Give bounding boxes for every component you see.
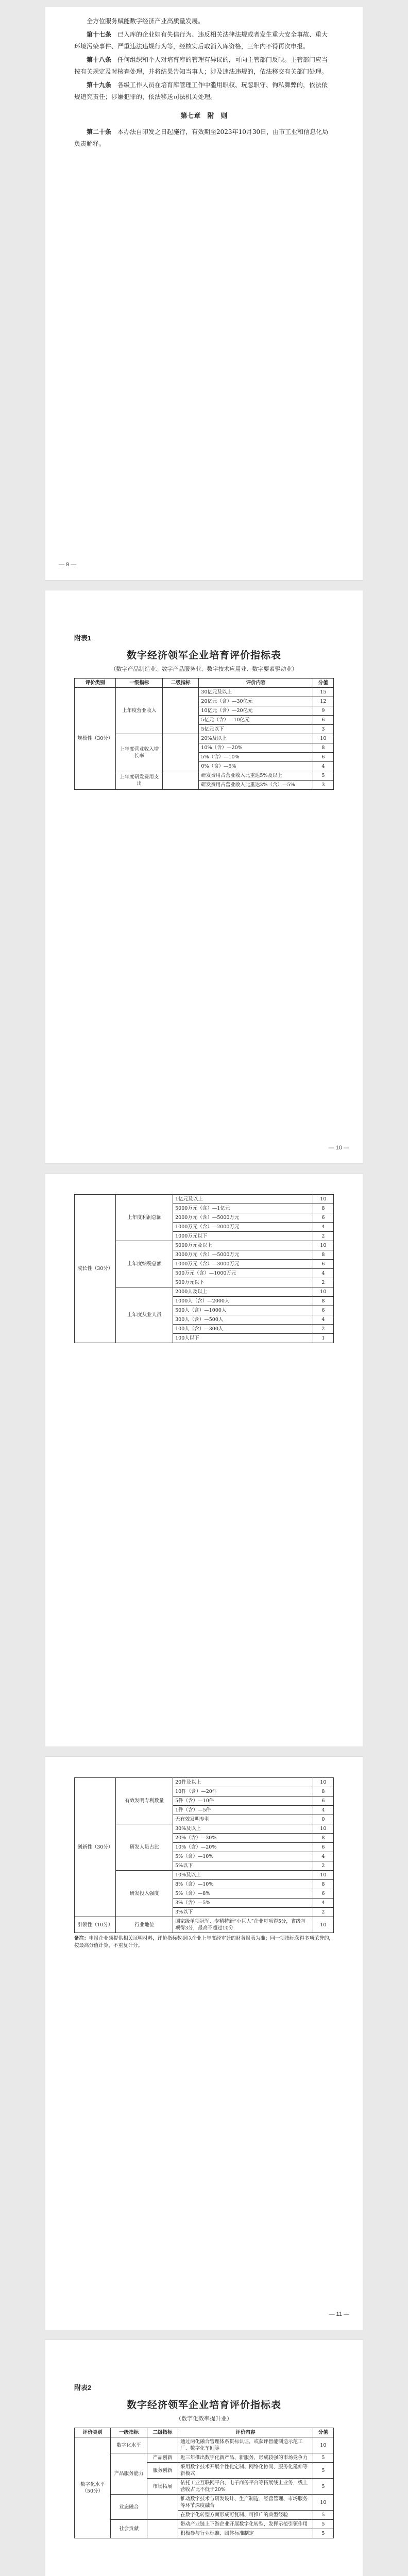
table-row (75, 1917, 334, 1933)
article-text: 本办法自印发之日起施行，有效期至2023年10月30日，由市工业和信息化局负责解释。 (74, 128, 329, 147)
score-cell: 5 (313, 2479, 333, 2495)
evaluation-table-1c (74, 1777, 334, 1933)
note-label: 备注： (74, 1936, 89, 1941)
document-page-2 (45, 590, 363, 1163)
content-cell: 3%（含）—5% (173, 1899, 313, 1908)
evaluation-table-1b (74, 1194, 334, 1343)
annex-subtitle: （数字化效率提升业） (176, 2415, 232, 2422)
level2-cell (163, 734, 199, 771)
content-cell: 0%（含）—5% (199, 762, 313, 771)
score-cell: 10 (313, 1778, 333, 1787)
content-cell: 20%（含）—30% (173, 1834, 313, 1843)
article-paragraph (74, 15, 334, 27)
score-cell: 4 (313, 1806, 333, 1815)
article-paragraphs (74, 15, 334, 103)
table-row (75, 1778, 334, 1787)
annex-subtitle: （数字产品制造业、数字产品服务业、数字技术应用业、数字要素驱动业） (110, 666, 298, 672)
column-header: 一级指标 (116, 679, 163, 688)
content-cell: 5%以下 (173, 1861, 313, 1871)
score-cell: 6 (313, 716, 333, 725)
content-cell: 1000万元（含）—3000万元 (173, 1260, 313, 1269)
content-cell: 3%以下 (173, 1908, 313, 1917)
score-cell: 2 (313, 1325, 333, 1334)
score-cell: 10 (313, 1824, 333, 1834)
level1-cell: 上年度纳税总额 (116, 1241, 173, 1287)
score-cell: 4 (313, 762, 333, 771)
score-cell: 8 (313, 1297, 333, 1306)
content-cell: 近三年推出数字化新产品、新服务，形成较强的市场竞争力 (178, 2453, 313, 2463)
level1-cell: 上年度研发费用支出 (116, 771, 163, 790)
content-cell: 3000万元（含）—5000万元 (173, 1250, 313, 1260)
annex-label: 附表2 (74, 2384, 92, 2392)
category-cell: 引领性（10分） (75, 1917, 116, 1933)
score-cell: 6 (313, 1260, 333, 1269)
score-cell: 10 (313, 1287, 333, 1297)
score-cell: 10 (313, 1917, 333, 1933)
article-text: 任何组织和个人对培育库的管理有异议的，可向主管部门反映。主管部门应当按有关规定及时核查处理，并将结果告知当事人；涉及违法违规的，依法移交有关部门处理。 (74, 56, 328, 75)
score-cell: 4 (313, 1223, 333, 1232)
category-cell: 成长性（30分） (75, 1195, 116, 1343)
score-cell: 5 (313, 2520, 333, 2529)
score-cell: 6 (313, 1843, 333, 1852)
score-cell: 4 (313, 1315, 333, 1325)
evaluation-table-2a (74, 2428, 334, 2538)
score-cell: 10 (313, 2495, 333, 2511)
score-cell: 6 (313, 1889, 333, 1899)
content-cell: 30亿元及以上 (199, 688, 313, 697)
content-cell: 500人（含）—1000人 (173, 1306, 313, 1315)
score-cell: 8 (313, 1787, 333, 1797)
level2-cell (147, 2437, 178, 2453)
score-cell: 5 (313, 2511, 333, 2520)
content-cell: 1000人（含）—2000人 (173, 1297, 313, 1306)
score-cell: 5 (313, 2453, 333, 2463)
content-cell: 推动数字技术与研发设计、生产制造、经营管理、市场服务等环节深度融合 (178, 2495, 313, 2511)
article-text: 各级工作人员在培育库管理工作中滥用职权、玩忽职守、徇私舞弊的，依法依规追究责任；涉嫌犯罪的，依法移送司法机关处理。 (74, 81, 328, 100)
score-cell: 8 (313, 1880, 333, 1889)
score-cell: 0 (313, 1815, 333, 1824)
level1-cell: 业态融合 (111, 2495, 147, 2520)
content-cell: 8%（含）—10% (173, 1880, 313, 1889)
content-cell: 国家级单项冠军、专精特新“小巨人”企业每项得5分，省级每项得3分，最高不超过10分 (173, 1917, 313, 1933)
level1-cell: 数字化水平 (111, 2437, 147, 2453)
score-cell: 1 (313, 1334, 333, 1343)
column-header: 二级指标 (147, 2428, 178, 2437)
article-number: 第十七条 (87, 31, 112, 38)
content-cell: 20亿元（含）—30亿元 (199, 697, 313, 706)
score-cell: 8 (313, 1204, 333, 1213)
score-cell: 10 (313, 734, 333, 743)
table-row (75, 688, 334, 697)
article-text: 全方位服务赋能数字经济产业高质量发展。 (87, 18, 205, 25)
level1-cell: 上年度利润总额 (116, 1195, 173, 1241)
content-cell: 1亿元及以上 (173, 1195, 313, 1204)
score-cell: 4 (313, 1269, 333, 1278)
content-cell: 带动产业链上下游企业开展数字化转型，发挥示范引领作用 (178, 2520, 313, 2529)
category-cell: 规模性（30分） (75, 688, 116, 790)
document-page-5 (45, 2340, 363, 2576)
level2-cell (147, 2520, 178, 2538)
level1-cell: 上年度营业收入增长率 (116, 734, 163, 771)
table-row (75, 2437, 334, 2453)
score-cell: 10 (313, 2437, 333, 2453)
score-cell: 4 (313, 1852, 333, 1861)
score-cell: 15 (313, 688, 333, 697)
level1-cell: 研发投入强度 (116, 1871, 173, 1917)
content-cell: 研发费用占营业收入比重达5%及以上 (199, 771, 313, 781)
score-cell: 2 (313, 1278, 333, 1287)
article-paragraph (74, 79, 334, 103)
score-cell: 5 (313, 2463, 333, 2479)
content-cell: 10亿元（含）—20亿元 (199, 706, 313, 716)
content-cell: 100人以下 (173, 1334, 313, 1343)
score-cell: 4 (313, 1899, 333, 1908)
category-cell: 数字化水平（50分） (75, 2437, 111, 2538)
content-cell: 1000万元以下 (173, 1232, 313, 1241)
level2-cell (163, 771, 199, 790)
closing-article (74, 126, 334, 150)
content-cell: 2000万元（含）—5000万元 (173, 1213, 313, 1223)
content-cell: 5%（含）—8% (173, 1889, 313, 1899)
level2-cell: 市场拓展 (147, 2479, 178, 2495)
note-text: 申报企业须提供相关证明材料，评价指标数据以企业上年度经审计的财务报表为准；同一项指标获得多项荣誉的，按最高分值计算，不重复计分。 (74, 1936, 334, 1948)
score-cell: 9 (313, 706, 333, 716)
content-cell: 5%（含）—10% (199, 753, 313, 762)
column-header: 分值 (313, 2428, 333, 2437)
content-cell: 5亿元（含）—10亿元 (199, 716, 313, 725)
content-cell: 在数字化转型方面形成可复制、可推广的典型经验 (178, 2511, 313, 2520)
content-cell: 1件（含）—5件 (173, 1806, 313, 1815)
document-page-1 (45, 7, 363, 580)
annex-title: 数字经济领军企业培育评价指标表 (126, 2400, 281, 2411)
content-cell: 通过两化融合管理体系贯标认证，或获评智能制造示范工厂、数字化车间等 (178, 2437, 313, 2453)
score-cell: 10 (313, 1241, 333, 1250)
score-cell: 12 (313, 697, 333, 706)
content-cell: 300人（含）—500人 (173, 1315, 313, 1325)
score-cell: 6 (313, 1797, 333, 1806)
table-row (75, 2520, 334, 2529)
content-cell: 10%（含）—20% (173, 1843, 313, 1852)
table-note (74, 1935, 334, 1950)
content-cell: 500万元以下 (173, 1278, 313, 1287)
annex-label: 附表1 (74, 634, 92, 642)
score-cell: 8 (313, 1250, 333, 1260)
score-cell: 6 (313, 1213, 333, 1223)
content-cell: 5亿元以下 (199, 725, 313, 734)
level1-cell: 上年度营业收入 (116, 688, 163, 734)
score-cell: 10 (313, 1871, 333, 1880)
score-cell: 5 (313, 2529, 333, 2538)
content-cell: 无有效发明专利 (173, 1815, 313, 1824)
document-page-3 (45, 1174, 363, 1747)
content-cell: 5000万元及以上 (173, 1241, 313, 1250)
document-page-4 (45, 1757, 363, 2330)
evaluation-table-1a (74, 678, 334, 790)
level2-cell: 产品创新 (147, 2453, 178, 2463)
score-cell: 2 (313, 1232, 333, 1241)
chapter-heading: 第七章 附 则 (180, 112, 228, 120)
article-number: 第十九条 (87, 81, 112, 89)
column-header: 评价类别 (75, 679, 116, 688)
page-number: — 9 — (59, 562, 77, 568)
score-cell: 8 (313, 743, 333, 753)
content-cell: 1000万元（含）—2000万元 (173, 1223, 313, 1232)
content-cell: 研发费用占营业收入比重达3%（含）—5% (199, 781, 313, 790)
content-cell: 依托工业互联网平台、电子商务平台等拓展线上业务，线上营收占比不低于20% (178, 2479, 313, 2495)
content-cell: 10%及以上 (173, 1871, 313, 1880)
level1-cell: 产品服务能力 (111, 2453, 147, 2495)
score-cell: 3 (313, 725, 333, 734)
column-header: 分值 (313, 679, 333, 688)
column-header: 一级指标 (111, 2428, 147, 2437)
score-cell: 2 (313, 1861, 333, 1871)
level1-cell: 上年度从业人员 (116, 1287, 173, 1343)
score-cell: 8 (313, 1834, 333, 1843)
column-header: 评价内容 (178, 2428, 313, 2437)
content-cell: 30%及以上 (173, 1824, 313, 1834)
content-cell: 100人（含）—300人 (173, 1325, 313, 1334)
content-cell: 20件及以上 (173, 1778, 313, 1787)
article-paragraph (74, 54, 334, 78)
article-number: 第二十条 (87, 128, 112, 135)
level1-cell: 行业地位 (116, 1917, 173, 1933)
score-cell: 5 (313, 771, 333, 781)
content-cell: 2000人及以上 (173, 1287, 313, 1297)
level2-cell (147, 2495, 178, 2520)
column-header: 二级指标 (163, 679, 199, 688)
content-cell: 5000万元（含）—1亿元 (173, 1204, 313, 1213)
level1-cell: 社会贡献 (111, 2520, 147, 2538)
category-cell: 创新性（30分） (75, 1778, 116, 1917)
article-number: 第十八条 (87, 56, 112, 63)
content-cell: 积极参与行业标准、团体标准制定 (178, 2529, 313, 2538)
level1-cell: 研发人员占比 (116, 1824, 173, 1871)
level2-cell: 服务创新 (147, 2463, 178, 2479)
score-cell: 6 (313, 753, 333, 762)
table-row (75, 2495, 334, 2511)
score-cell: 2 (313, 1908, 333, 1917)
score-cell: 10 (313, 1195, 333, 1204)
table-row (75, 2453, 334, 2463)
level2-cell (163, 688, 199, 734)
column-header: 评价内容 (199, 679, 313, 688)
content-cell: 5件（含）—10件 (173, 1797, 313, 1806)
content-cell: 500万元（含）—1000万元 (173, 1269, 313, 1278)
article-paragraph (74, 29, 334, 53)
table-row (75, 1195, 334, 1204)
page-number: — 10 — (328, 1145, 349, 1151)
content-cell: 采用数字技术开展个性化定制、网络化协同、服务化延伸等新模式 (178, 2463, 313, 2479)
page-number: — 11 — (329, 2311, 349, 2317)
content-cell: 5%（含）—10% (173, 1852, 313, 1861)
score-cell: 3 (313, 781, 333, 790)
article-text: 已入库的企业如有失信行为、违反相关法律法规或者发生重大安全事故、重大环境污染事件、严重违法违规行为等，经核实后取消入库资格，三年内不得再次申报。 (74, 31, 328, 50)
annex-title: 数字经济领军企业培育评价指标表 (126, 650, 281, 661)
content-cell: 10件（含）—20件 (173, 1787, 313, 1797)
column-header: 评价类别 (75, 2428, 111, 2437)
level1-cell: 有效发明专利数量 (116, 1778, 173, 1824)
content-cell: 10%（含）—20% (199, 743, 313, 753)
score-cell: 6 (313, 1306, 333, 1315)
content-cell: 20%及以上 (199, 734, 313, 743)
